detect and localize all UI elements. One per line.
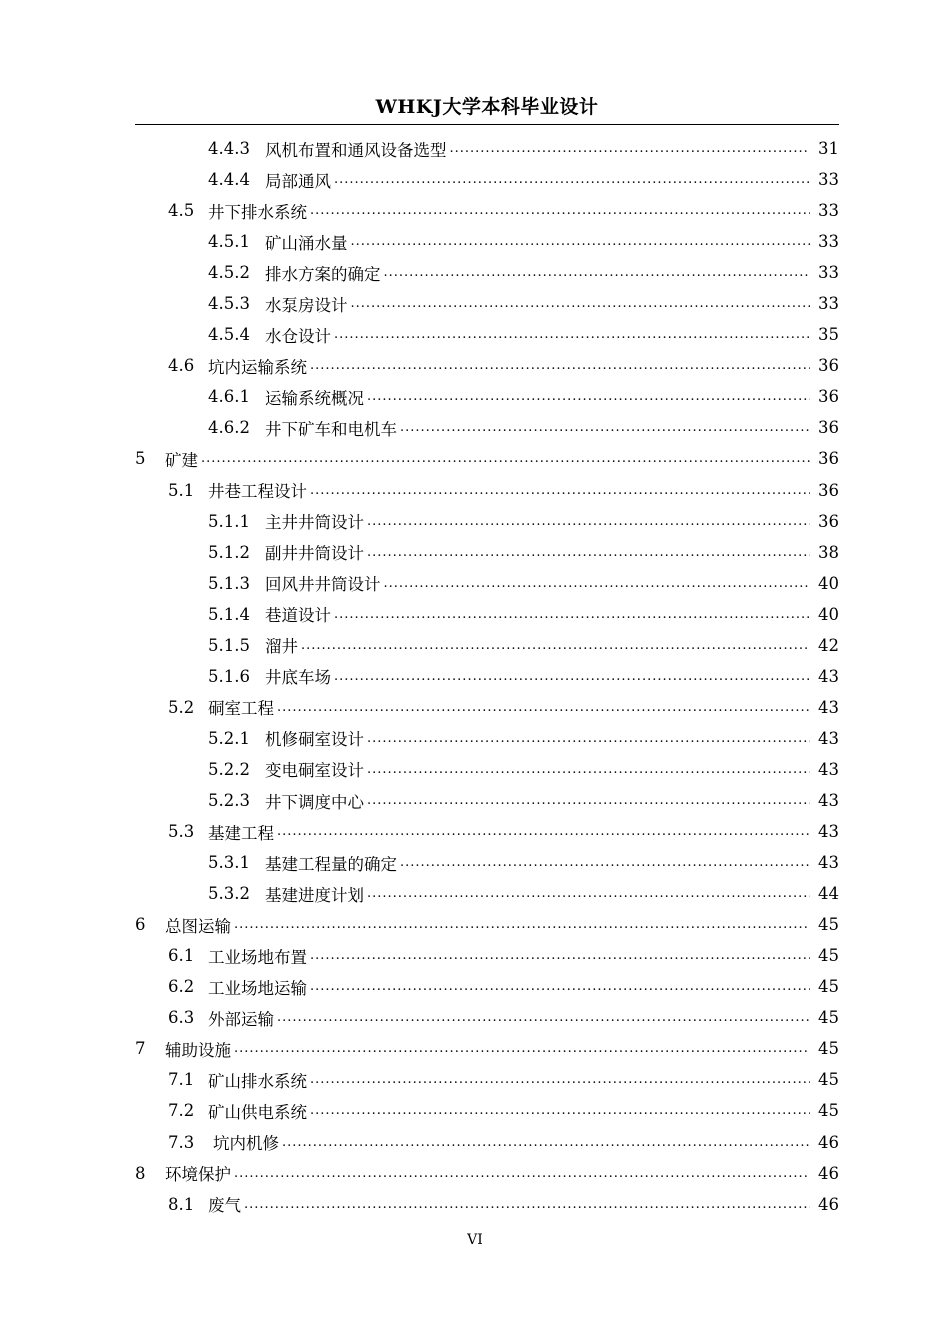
toc-entry[interactable] [0,443,950,474]
toc-dot-leader [277,1011,810,1024]
toc-entry[interactable] [0,1189,950,1220]
toc-entry-title: 主井井筒设计 [265,513,364,533]
toc-entry[interactable] [0,599,950,630]
toc-entry-number: 6.2 [168,977,195,997]
toc-entry-number: 5.3 [168,822,195,842]
toc-entry-title-row [265,789,810,813]
toc-entry[interactable] [0,568,950,599]
toc-entry-number: 7.3 [168,1132,195,1152]
toc-entry[interactable] [0,319,950,350]
toc-entry-title: 坑内运输系统 [208,357,307,377]
toc-entry-number: 4.6.2 [208,418,250,438]
toc-entry-title: 巷道设计 [265,606,331,626]
toc-entry-number: 5.2.1 [208,728,250,748]
toc-entry-page: 45 [810,977,839,996]
toc-entry[interactable] [0,195,950,226]
toc-dot-leader [367,732,810,745]
toc-entry[interactable] [0,909,950,940]
toc-entry-title: 基建工程 [208,823,274,843]
toc-entry-number: 5.1.5 [208,635,250,655]
toc-entry-title: 基建进度计划 [265,885,364,905]
toc-dot-leader [334,608,810,621]
toc-entry-title-row [265,633,810,657]
toc-entry-title-row [165,447,810,471]
toc-entry-title: 水泵房设计 [265,295,348,315]
toc-entry-page: 43 [810,822,839,841]
toc-entry-title: 井下排水系统 [208,202,307,222]
toc-entry-title: 外部运输 [208,1009,274,1029]
toc-entry-title-row [208,695,810,719]
toc-dot-leader [334,173,810,186]
toc-entry-number: 4.4.3 [208,139,250,159]
toc-entry-page: 43 [810,667,839,686]
toc-entry-title-row [208,820,810,844]
toc-dot-leader [334,670,810,683]
toc-entry-title: 运输系统概况 [265,388,364,408]
toc-entry[interactable] [0,816,950,847]
toc-entry-page: 33 [810,170,839,189]
toc-dot-leader [367,887,810,900]
toc-entry-page: 38 [810,543,839,562]
toc-entry-title-row [265,261,810,285]
toc-entry-page: 36 [810,449,839,468]
toc-entry-title: 辅助设施 [165,1040,231,1060]
toc-dot-leader [277,825,810,838]
toc-entry-title: 排水方案的确定 [265,264,381,284]
toc-entry-title-row [208,199,810,223]
toc-entry-title-row [208,944,810,968]
toc-entry-title-row [265,416,810,440]
toc-entry[interactable] [0,133,950,164]
toc-dot-leader [282,1136,810,1149]
toc-dot-leader [400,856,810,869]
toc-entry-title-row [165,1037,810,1061]
toc-entry[interactable] [0,257,950,288]
toc-entry-title-row [208,1099,810,1123]
toc-entry-page: 46 [810,1133,839,1152]
toc-entry-number: 6.3 [168,1008,195,1028]
toc-entry[interactable] [0,1127,950,1158]
toc-entry-page: 36 [810,481,839,500]
toc-entry[interactable] [0,630,950,661]
toc-dot-leader [310,204,810,217]
toc-dot-leader [384,266,811,279]
toc-entry-number: 6 [135,915,146,935]
toc-dot-leader [277,701,810,714]
toc-dot-leader [310,980,810,993]
table-of-contents [0,133,950,1220]
toc-entry-title-row [265,882,810,906]
toc-entry-title-row [265,851,810,875]
toc-entry[interactable] [0,785,950,816]
toc-entry[interactable] [0,847,950,878]
toc-entry-title-row [265,757,810,781]
toc-entry-number: 7.1 [168,1070,195,1090]
toc-dot-leader [367,546,810,559]
toc-dot-leader [367,763,810,776]
toc-entry[interactable] [0,1158,950,1189]
toc-entry-page: 36 [810,418,839,437]
toc-entry[interactable] [0,723,950,754]
toc-entry-page: 40 [810,605,839,624]
toc-entry-title-row [265,540,810,564]
toc-dot-leader [310,949,810,962]
toc-dot-leader [310,1104,810,1117]
toc-entry-page: 45 [810,915,839,934]
toc-entry-number: 5.2.3 [208,791,250,810]
toc-entry-title: 机修硐室设计 [265,730,364,750]
toc-entry-title-row [213,1130,810,1154]
toc-entry-title: 井底车场 [265,668,331,688]
toc-entry-number: 5.2 [168,697,195,717]
toc-entry-title-row [165,913,810,937]
toc-entry-page: 40 [810,574,839,593]
toc-entry-number: 5.3.1 [208,853,250,873]
toc-entry-title-row [208,1006,810,1030]
toc-entry[interactable] [0,754,950,785]
toc-entry-title-row [265,509,810,533]
toc-entry-title-row [208,354,810,378]
toc-entry-title-row [265,168,810,192]
toc-dot-leader [400,421,810,434]
toc-entry-title: 矿山供电系统 [208,1102,307,1122]
toc-entry-page: 35 [810,325,839,344]
page-header-title: WHKJ大学本科毕业设计 [375,96,599,118]
toc-entry-title-row [265,726,810,750]
toc-dot-leader [351,297,811,310]
toc-entry-number: 5.1.2 [208,542,250,562]
toc-entry-page: 42 [810,636,839,655]
toc-entry-number: 5.1.6 [208,666,250,686]
toc-entry[interactable] [0,1002,950,1033]
toc-entry-number: 4.5.1 [208,232,250,252]
page-number: VI [467,1232,483,1248]
toc-entry-number: 5.1.3 [208,573,250,593]
toc-entry-number: 7.2 [168,1101,195,1121]
toc-entry-number: 5.3.2 [208,884,250,904]
toc-dot-leader [384,577,811,590]
toc-entry-number: 5.1 [168,480,195,500]
toc-entry-number: 5.2.2 [208,759,250,779]
toc-entry[interactable] [0,1064,950,1095]
toc-entry-page: 31 [810,139,839,158]
toc-entry[interactable] [0,537,950,568]
toc-entry-title: 副井井筒设计 [265,544,364,564]
toc-entry-title: 矿建 [165,450,198,470]
toc-entry-page: 45 [810,1101,839,1120]
toc-entry-page: 43 [810,791,839,810]
toc-entry-title-row [208,1068,810,1092]
toc-dot-leader [234,1042,810,1055]
toc-entry-number: 8.1 [168,1194,195,1214]
toc-entry[interactable] [0,226,950,257]
toc-entry[interactable] [0,971,950,1002]
toc-dot-leader [310,1073,810,1086]
toc-entry-title: 废气 [208,1196,241,1216]
toc-entry[interactable] [0,1095,950,1126]
toc-entry[interactable] [0,1033,950,1064]
toc-entry[interactable] [0,878,950,909]
toc-dot-leader [450,142,811,155]
toc-entry[interactable] [0,381,950,412]
toc-entry[interactable] [0,692,950,723]
toc-entry-title-row [265,292,810,316]
toc-entry-title: 风机布置和通风设备选型 [265,140,447,160]
toc-entry[interactable] [0,350,950,381]
toc-entry-title-row [165,1161,810,1185]
toc-entry-title: 矿山排水系统 [208,1071,307,1091]
toc-entry-page: 33 [810,201,839,220]
toc-entry-page: 44 [810,884,839,903]
toc-dot-leader [367,794,810,807]
toc-entry[interactable] [0,475,950,506]
toc-entry-number: 4.6 [168,356,195,376]
toc-entry[interactable] [0,661,950,692]
toc-entry-number: 4.5 [168,201,195,221]
toc-entry-number: 4.5.4 [208,325,250,345]
toc-entry-title: 环境保护 [165,1165,231,1185]
toc-entry-title: 总图运输 [165,916,231,936]
toc-entry-page: 33 [810,263,839,282]
toc-dot-leader [244,1198,810,1211]
toc-entry-number: 4.6.1 [208,387,250,407]
header-rule [135,124,839,125]
toc-entry-title: 工业场地布置 [208,947,307,967]
toc-dot-leader [367,515,810,528]
toc-dot-leader [234,918,810,931]
toc-entry-title: 井巷工程设计 [208,482,307,502]
toc-entry-number: 5.1.1 [208,511,250,531]
toc-entry-title-row [208,975,810,999]
toc-entry-title-row [208,1192,810,1216]
toc-entry-number: 4.5.3 [208,294,250,314]
toc-entry-title-row [265,385,810,409]
toc-entry[interactable] [0,506,950,537]
toc-entry[interactable] [0,940,950,971]
toc-entry-page: 43 [810,698,839,717]
toc-entry-page: 36 [810,387,839,406]
toc-entry-title-row [265,602,810,626]
toc-dot-leader [201,452,810,465]
toc-entry[interactable] [0,164,950,195]
toc-dot-leader [334,328,810,341]
toc-entry-title-row [208,478,810,502]
toc-entry-page: 43 [810,853,839,872]
toc-dot-leader [310,484,810,497]
toc-entry-title: 基建工程量的确定 [265,854,397,874]
toc-entry-page: 45 [810,1039,839,1058]
toc-entry-page: 43 [810,729,839,748]
toc-dot-leader [234,1167,810,1180]
toc-dot-leader [351,235,811,248]
toc-entry-number: 5 [135,449,146,469]
toc-entry-page: 33 [810,294,839,313]
toc-entry-title-row [265,571,810,595]
toc-entry-title: 局部通风 [265,171,331,191]
toc-entry-number: 8 [135,1163,146,1183]
toc-entry[interactable] [0,412,950,443]
toc-entry-page: 45 [810,946,839,965]
toc-entry-page: 43 [810,760,839,779]
toc-entry-title-row [265,323,810,347]
toc-dot-leader [367,390,810,403]
toc-entry-page: 46 [810,1195,839,1214]
toc-entry-title-row [265,664,810,688]
toc-entry-title: 工业场地运输 [208,978,307,998]
toc-entry-number: 4.4.4 [208,170,250,190]
toc-entry-page: 45 [810,1070,839,1089]
toc-dot-leader [301,639,810,652]
toc-entry-page: 36 [810,512,839,531]
toc-entry-title: 井下矿车和电机车 [265,419,397,439]
toc-entry-title: 溜井 [265,637,298,657]
toc-entry-page: 36 [810,356,839,375]
toc-entry-page: 46 [810,1164,839,1183]
toc-entry-title: 硐室工程 [208,699,274,719]
toc-dot-leader [310,359,810,372]
toc-entry-title: 井下调度中心 [265,792,364,812]
toc-entry-page: 45 [810,1008,839,1027]
toc-entry-number: 7 [135,1039,146,1059]
toc-entry-title-row [265,230,810,254]
toc-entry-page: 33 [810,232,839,251]
toc-entry[interactable] [0,288,950,319]
toc-entry-title: 水仓设计 [265,326,331,346]
toc-entry-title: 回风井井筒设计 [265,575,381,595]
toc-entry-title: 变电硐室设计 [265,761,364,781]
toc-entry-number: 5.1.4 [208,604,250,624]
toc-entry-number: 6.1 [168,946,195,966]
toc-entry-number: 4.5.2 [208,263,250,283]
toc-entry-title-row [265,137,810,161]
toc-entry-title: 坑内机修 [213,1134,279,1154]
toc-entry-title: 矿山涌水量 [265,233,348,253]
